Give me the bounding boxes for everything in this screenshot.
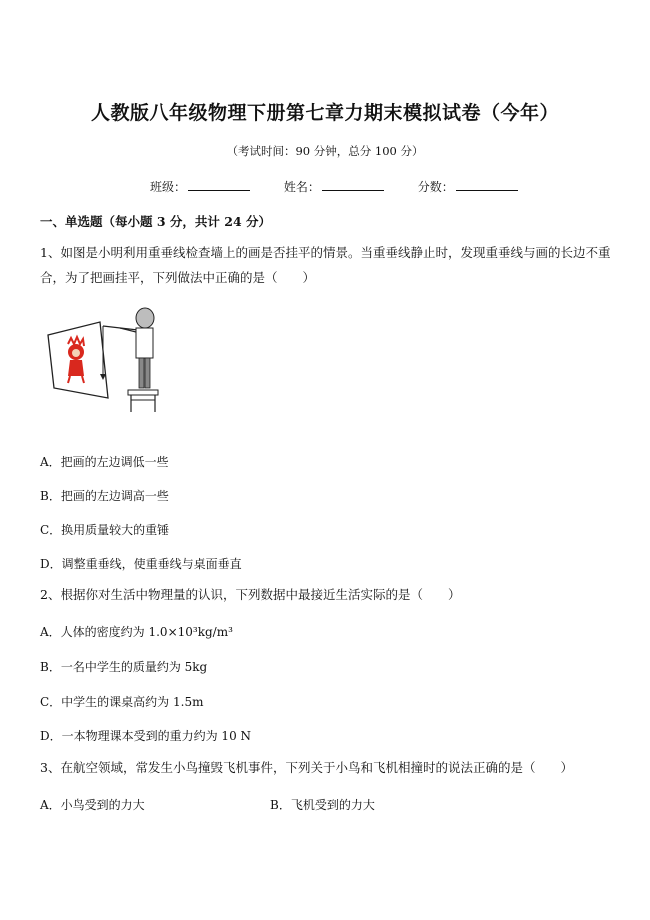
- q1-option-a[interactable]: A．把画的左边调低一些: [40, 455, 169, 469]
- q2-option-d[interactable]: D．一本物理课本受到的重力约为 10 N: [40, 729, 252, 743]
- name-field[interactable]: [284, 178, 384, 195]
- class-field[interactable]: [150, 178, 250, 195]
- student-info-row: [150, 178, 548, 195]
- question-3-text: 3、在航空领域，常发生小鸟撞毁飞机事件，下列关于小鸟和飞机相撞时的说法正确的是（ ）: [40, 760, 573, 775]
- boy-head: [136, 308, 154, 328]
- q3-option-a[interactable]: A．小鸟受到的力大: [40, 798, 145, 812]
- score-blank[interactable]: [456, 179, 518, 191]
- class-label: 班级：: [150, 180, 187, 194]
- name-label: 姓名：: [283, 180, 320, 194]
- question-1-text: 1、如图是小明利用重垂线检查墙上的画是否挂平的情景。当重垂线静止时，发现重垂线与画的长边不重合，为了把画挂平，下列做法中正确的是（ ）: [40, 245, 611, 285]
- q1-option-c[interactable]: C．换用质量较大的重锤: [40, 523, 170, 537]
- name-blank[interactable]: [322, 179, 384, 191]
- question-2-text: 2、根据你对生活中物理量的认识，下列数据中最接近生活实际的是（ ）: [40, 587, 461, 602]
- q3-option-b[interactable]: B．飞机受到的力大: [270, 798, 375, 812]
- section-title: 一、单选题（每小题 3 分，共计 24 分）: [40, 214, 272, 229]
- class-blank[interactable]: [188, 179, 250, 191]
- q1-option-d[interactable]: D．调整重垂线，使重垂线与桌面垂直: [40, 557, 242, 571]
- q1-option-b[interactable]: B．把画的左边调高一些: [40, 489, 169, 503]
- score-field[interactable]: [418, 178, 518, 195]
- plumb-line-figure: [40, 300, 180, 430]
- q2-option-b[interactable]: B．一名中学生的质量约为 5kg: [40, 660, 208, 674]
- exam-info: （考试时间：90 分钟，总分 100 分）: [226, 144, 424, 158]
- q2-option-c[interactable]: C．中学生的课桌高约为 1.5m: [40, 695, 204, 709]
- q2-option-a[interactable]: A．人体的密度约为 1.0×10³kg/m³: [40, 625, 233, 639]
- page-title: 人教版八年级物理下册第七章力期末模拟试卷（今年）: [90, 102, 559, 124]
- stool: [128, 390, 158, 395]
- score-label: 分数：: [417, 180, 454, 194]
- boy-body: [136, 328, 153, 358]
